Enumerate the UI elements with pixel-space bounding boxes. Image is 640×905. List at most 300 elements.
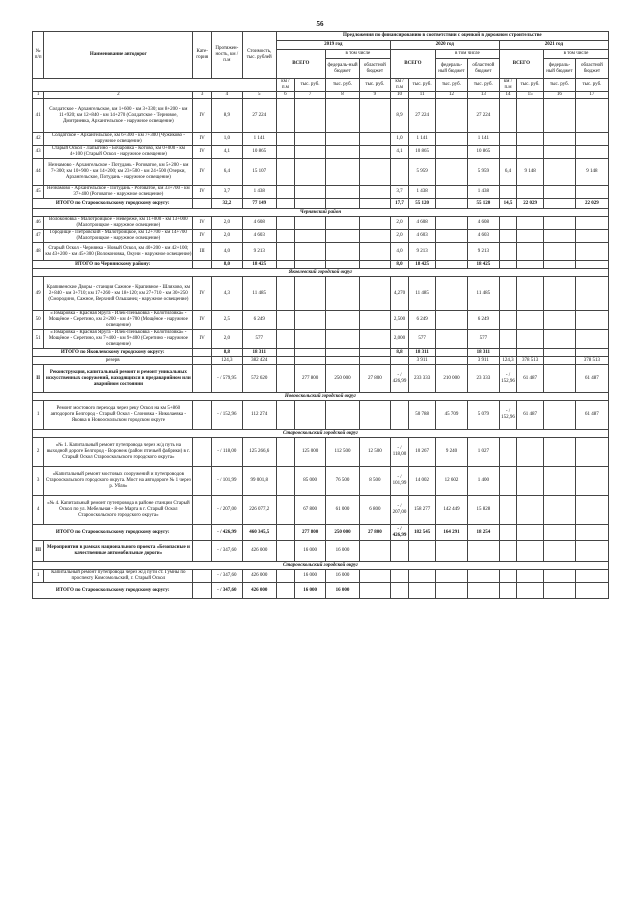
table-row	[33, 541, 609, 562]
road-name: Солдатское - Архангельское, км 6+300 - км 7+300 (Чужиково - наружное освещение)	[44, 133, 193, 146]
table-cell: IV	[193, 99, 212, 133]
table-cell	[543, 357, 575, 365]
table-cell: 45	[33, 186, 44, 199]
table-cell	[276, 541, 295, 562]
table-cell	[276, 230, 295, 243]
table-cell	[359, 330, 390, 349]
header-total-2019: ВСЕГО	[276, 50, 325, 79]
table-cell: 44	[33, 159, 44, 186]
road-name: «№ 1. Капитальный ремонт путепровода через ж/д путь на выходной дороге Белгород - Воронеж (район птичьей фабрики) в г. Старый Оскол Старооскольского городского округа»	[44, 438, 193, 467]
table-row	[33, 467, 609, 496]
table-cell: 16 000	[326, 570, 360, 583]
table-cell: 158 277	[409, 496, 436, 525]
table-cell: 1 438	[467, 186, 499, 199]
table-cell: 4 603	[467, 230, 499, 243]
table-cell: 3,7	[390, 186, 409, 199]
table-cell	[276, 133, 295, 146]
total-label: ИТОГО по Старооскольскому городскому округу:	[33, 525, 193, 541]
table-cell: 9 148	[575, 159, 608, 186]
table-cell	[359, 570, 390, 583]
table-cell	[359, 99, 390, 133]
table-cell	[276, 570, 295, 583]
table-cell	[575, 349, 608, 357]
table-cell: 3,7	[211, 186, 242, 199]
table-cell	[543, 230, 575, 243]
column-number: 5	[242, 92, 276, 99]
table-cell	[326, 357, 360, 365]
table-cell	[543, 401, 575, 430]
table-cell: IV	[193, 277, 212, 311]
table-cell: 6,4	[211, 159, 242, 186]
table-cell	[517, 261, 544, 269]
table-cell: 2,000	[390, 330, 409, 349]
table-cell	[326, 401, 360, 430]
table-cell: 11 485	[409, 277, 436, 311]
table-row	[33, 401, 609, 430]
table-cell: 426 000	[242, 570, 276, 583]
table-cell: 27 800	[359, 365, 390, 393]
table-cell: 4 608	[409, 217, 436, 230]
table-cell	[295, 159, 326, 186]
table-cell	[276, 146, 295, 159]
table-cell	[436, 541, 468, 562]
table-cell: 85 000	[295, 467, 326, 496]
table-cell	[276, 311, 295, 330]
table-cell: 61 487	[575, 401, 608, 430]
table-cell: 2,0	[390, 230, 409, 243]
table-cell: II	[33, 365, 44, 393]
table-cell	[276, 525, 295, 541]
road-name: Реконструкция, капитальный ремонт и ремонт уникальных искусственных сооружений, находящихся в предаварийном или аварийном состоянии	[44, 365, 193, 393]
total-row	[33, 525, 609, 541]
table-cell	[409, 570, 436, 583]
table-cell	[436, 311, 468, 330]
table-cell	[543, 496, 575, 525]
table-cell: 61 487	[517, 365, 544, 393]
table-cell: - / 152,96	[499, 401, 516, 430]
table-cell: 2,0	[211, 330, 242, 349]
table-cell	[517, 583, 544, 599]
table-cell	[436, 186, 468, 199]
table-cell: 4 603	[242, 230, 276, 243]
table-cell: IV	[193, 146, 212, 159]
table-cell: - / 426,99	[211, 525, 242, 541]
table-cell: 124,3	[211, 357, 242, 365]
table-cell: 8,8	[390, 349, 409, 357]
table-cell: 250 000	[326, 365, 360, 393]
table-cell: 2,5	[211, 311, 242, 330]
table-cell: 15 107	[242, 159, 276, 186]
table-cell	[295, 230, 326, 243]
table-cell: 50	[33, 311, 44, 330]
table-cell: IV	[193, 311, 212, 330]
header-length: Протяжен-ность, км / п.м	[211, 32, 242, 79]
total-label: ИТОГО по Старооскольскому городскому округу:	[33, 583, 193, 599]
table-cell	[276, 583, 295, 599]
table-cell: 12 602	[436, 467, 468, 496]
table-cell: 4 608	[242, 217, 276, 230]
road-name: Солдатское - Архангельское, км 1+600 - км 3+330; км 8+200 - км 11+920; км 12+840 - км 14+270 (Солдатское - Терновое, Дмитриевка, Архангельское - наружное освещение)	[44, 99, 193, 133]
table-cell	[295, 146, 326, 159]
table-cell	[499, 349, 516, 357]
table-cell: 577	[409, 330, 436, 349]
table-cell	[295, 243, 326, 261]
table-cell	[326, 199, 360, 209]
road-name: Городище - Петровский - Малотроицкое, км 12+700 - км 14+700 (Малотроицкое - наружное освещение)	[44, 230, 193, 243]
table-cell: 4	[33, 496, 44, 525]
total-row	[33, 583, 609, 599]
table-cell: - / 347,60	[211, 541, 242, 562]
table-cell	[326, 133, 360, 146]
table-cell	[517, 311, 544, 330]
table-cell: 27 800	[359, 525, 390, 541]
header-no: № п/п	[33, 32, 44, 79]
table-cell	[543, 467, 575, 496]
table-cell	[359, 357, 390, 365]
table-cell	[295, 261, 326, 269]
table-cell: 8,0	[211, 261, 242, 269]
table-cell	[326, 217, 360, 230]
table-cell: 41	[33, 99, 44, 133]
road-name: Незнамово - Архангельское - Потудань - Роговатое, км 5+200 - км 7+300; км 10+900 - км 14+200; км 23+500 - км 24+500 (Озерки, Архангельское, Потудань - наружное освещение)	[44, 159, 193, 186]
table-cell	[359, 199, 390, 209]
table-cell: 3	[33, 467, 44, 496]
header-federal-2020: федераль-ный бюджет	[436, 59, 468, 79]
section-title: Старооскольский городской округ	[33, 562, 609, 570]
header-regional-2019: областной бюджет	[359, 59, 390, 79]
section-title: Новооскольский городской округ	[33, 393, 609, 401]
table-cell	[543, 541, 575, 562]
table-cell	[499, 186, 516, 199]
table-cell: 4,270	[390, 277, 409, 311]
table-cell	[295, 199, 326, 209]
table-cell	[499, 99, 516, 133]
header-regional-2021: областной бюджет	[575, 59, 608, 79]
table-cell	[326, 186, 360, 199]
table-cell	[499, 525, 516, 541]
table-cell	[326, 311, 360, 330]
table-cell: IV	[193, 133, 212, 146]
table-cell: 55 120	[409, 199, 436, 209]
table-row	[33, 438, 609, 467]
table-cell	[276, 243, 295, 261]
table-cell	[276, 330, 295, 349]
table-cell	[193, 467, 212, 496]
table-cell	[436, 146, 468, 159]
table-cell	[390, 583, 409, 599]
table-cell	[575, 438, 608, 467]
table-cell	[436, 99, 468, 133]
road-name: «Капитальный ремонт мостовых сооружений и путепроводов Старооскольского городского округа. Мост на автодороге № 1 через р. Убля»	[44, 467, 193, 496]
table-cell: IV	[193, 186, 212, 199]
table-cell	[543, 99, 575, 133]
table-cell: 382 424	[242, 357, 276, 365]
table-cell: 11 485	[242, 277, 276, 311]
table-cell: 22 029	[575, 199, 608, 209]
table-cell: 49	[33, 277, 44, 311]
table-cell	[193, 199, 212, 209]
table-cell: 2	[33, 438, 44, 467]
table-cell: 1	[33, 570, 44, 583]
table-cell: - / 207,00	[390, 496, 409, 525]
table-cell: - / 347,60	[211, 570, 242, 583]
total-row	[33, 261, 609, 269]
table-cell	[517, 217, 544, 230]
table-cell	[390, 541, 409, 562]
table-cell	[295, 401, 326, 430]
table-cell	[436, 261, 468, 269]
table-cell: - / 152,96	[211, 401, 242, 430]
header-unit-rub-2021-reg: тыс. руб.	[575, 79, 608, 92]
table-cell: 16 000	[295, 541, 326, 562]
header-federal-2019: федераль-ный бюджет	[326, 59, 360, 79]
table-cell	[276, 496, 295, 525]
table-cell: 1 438	[242, 186, 276, 199]
table-cell: 125 266,6	[242, 438, 276, 467]
table-cell: 378 513	[575, 357, 608, 365]
table-cell: 18 311	[467, 349, 499, 357]
table-cell: 233 333	[409, 365, 436, 393]
table-cell: 43	[33, 146, 44, 159]
header-unit-km-2021: км / п.м	[499, 79, 516, 92]
table-cell: 8,9	[211, 99, 242, 133]
table-cell: 61 487	[575, 365, 608, 393]
table-row	[33, 330, 609, 349]
table-cell	[359, 217, 390, 230]
table-body	[33, 32, 609, 599]
table-cell	[575, 525, 608, 541]
table-cell: 18 311	[242, 349, 276, 357]
table-cell: 77 149	[242, 199, 276, 209]
table-cell	[499, 146, 516, 159]
table-cell	[390, 401, 409, 430]
table-cell	[326, 230, 360, 243]
table-cell: 4,0	[211, 243, 242, 261]
table-cell	[390, 159, 409, 186]
table-cell: 14 002	[409, 467, 436, 496]
table-cell	[276, 349, 295, 357]
table-cell	[575, 496, 608, 525]
table-row	[33, 159, 609, 186]
table-cell: 577	[467, 330, 499, 349]
table-cell	[359, 349, 390, 357]
table-cell: 226 077,2	[242, 496, 276, 525]
column-number: 16	[543, 92, 575, 99]
table-cell	[359, 186, 390, 199]
table-row	[33, 243, 609, 261]
table-cell	[193, 583, 212, 599]
header-total-2021: ВСЕГО	[499, 50, 543, 79]
header-total-2020: ВСЕГО	[390, 50, 435, 79]
table-cell	[359, 230, 390, 243]
table-cell: 18 425	[409, 261, 436, 269]
table-cell: 1 027	[467, 438, 499, 467]
table-cell	[543, 186, 575, 199]
table-cell: 14,5	[499, 199, 516, 209]
header-category: Кате-гория	[193, 32, 212, 79]
table-cell	[543, 146, 575, 159]
header-incl-2021: в том числе	[543, 50, 608, 59]
road-name: «№ 4. Капитальный ремонт путепровода в районе станции Старый Оскол по ул. Мебельная - 8-ое Марта в г. Старый Оскол Старооскольского городского округа»	[44, 496, 193, 525]
table-cell	[575, 217, 608, 230]
table-cell: 250 000	[326, 525, 360, 541]
table-cell	[436, 583, 468, 599]
road-name: Ремонт мостового перехода через реку Оскол на км 5+860 автодороги Белгород - Старый Оскол - Слоновка - Николаевка - Яковка в Новооскольском городском округе	[44, 401, 193, 430]
table-cell	[517, 467, 544, 496]
table-cell	[326, 330, 360, 349]
table-cell: 32,2	[211, 199, 242, 209]
table-cell: 426 000	[242, 583, 276, 599]
table-cell	[575, 261, 608, 269]
table-cell: 18 254	[467, 525, 499, 541]
table-cell: 27 224	[242, 99, 276, 133]
table-cell	[499, 230, 516, 243]
table-cell	[436, 330, 468, 349]
table-row	[33, 186, 609, 199]
table-cell: 8,9	[390, 99, 409, 133]
table-cell	[517, 277, 544, 311]
table-cell: 426 000	[242, 541, 276, 562]
table-row	[33, 277, 609, 311]
table-cell: - / 101,99	[211, 467, 242, 496]
table-cell	[295, 186, 326, 199]
table-row	[33, 99, 609, 133]
table-cell	[575, 467, 608, 496]
table-cell: 6 249	[409, 311, 436, 330]
table-cell: 27 224	[409, 99, 436, 133]
table-cell	[409, 583, 436, 599]
column-number: 4	[211, 92, 242, 99]
table-cell: - / 207,00	[211, 496, 242, 525]
column-numbers-row	[33, 92, 609, 99]
table-cell: 3 911	[409, 357, 436, 365]
table-cell: 4,3	[211, 277, 242, 311]
table-cell	[359, 243, 390, 261]
table-cell: 9 213	[467, 243, 499, 261]
table-cell: 6,4	[499, 159, 516, 186]
column-number: 3	[193, 92, 212, 99]
road-name: Незнамово - Архангельское - Потудань - Роговатое, км 33+700 - км 37+400 (Роговатое - наружное освещение)	[44, 186, 193, 199]
section-row	[33, 393, 609, 401]
table-cell: 10 267	[409, 438, 436, 467]
table-cell	[517, 570, 544, 583]
table-cell: 12 500	[359, 438, 390, 467]
header-year-2019: 2019 год	[276, 41, 390, 50]
table-cell	[326, 99, 360, 133]
table-cell	[499, 243, 516, 261]
table-cell	[193, 349, 212, 357]
table-cell	[543, 199, 575, 209]
table-cell: IV	[193, 330, 212, 349]
table-cell: 16 000	[295, 570, 326, 583]
table-cell	[436, 357, 468, 365]
table-cell	[390, 357, 409, 365]
table-cell: 2,0	[390, 217, 409, 230]
table-cell	[517, 541, 544, 562]
header-unit-rub-2019: тыс. руб.	[295, 79, 326, 92]
table-cell	[326, 261, 360, 269]
table-cell: 8 500	[359, 467, 390, 496]
table-cell: 164 291	[436, 525, 468, 541]
table-cell: 27 224	[467, 99, 499, 133]
table-cell: 4 608	[467, 217, 499, 230]
table-cell	[193, 365, 212, 393]
table-cell	[517, 133, 544, 146]
table-cell	[499, 330, 516, 349]
table-cell: 6 249	[467, 311, 499, 330]
table-cell	[499, 217, 516, 230]
table-cell: 9 148	[517, 159, 544, 186]
table-cell: 1 438	[409, 186, 436, 199]
road-name: Старый Оскол - Лапыгино - Бочаровка - Котово, км 0+000 - км 4+100 (Старый Оскол - наружное освещение)	[44, 146, 193, 159]
table-cell: 61 487	[517, 401, 544, 430]
header-spacer	[33, 79, 277, 92]
table-cell: 48	[33, 243, 44, 261]
table-cell	[467, 583, 499, 599]
table-cell	[326, 349, 360, 357]
total-row	[33, 199, 609, 209]
table-cell: 4,1	[390, 146, 409, 159]
road-name: «Томаровка - Красная Яруга - Илек-Пеньковка - Колотиловка» - Мощёное - Серетино, км 7+400 - км 9+400 (Серетино - наружное освещение)	[44, 330, 193, 349]
table-cell	[359, 311, 390, 330]
table-cell	[359, 159, 390, 186]
section-title: Чернянский район	[33, 209, 609, 217]
column-number: 8	[326, 92, 360, 99]
table-cell: 23 333	[467, 365, 499, 393]
column-number: 6	[276, 92, 295, 99]
section-row	[33, 209, 609, 217]
table-cell	[517, 496, 544, 525]
table-row	[33, 146, 609, 159]
table-cell: 10 865	[467, 146, 499, 159]
header-year-2021: 2021 год	[499, 41, 608, 50]
table-cell: 18 425	[242, 261, 276, 269]
column-number: 10	[390, 92, 409, 99]
table-cell	[575, 311, 608, 330]
table-cell: 42	[33, 133, 44, 146]
table-cell	[276, 217, 295, 230]
table-cell	[575, 146, 608, 159]
section-title: Яковлевский городской округ	[33, 269, 609, 277]
table-cell: 112 500	[326, 438, 360, 467]
header-unit-rub-2021-fed: тыс. руб.	[543, 79, 575, 92]
table-cell	[359, 261, 390, 269]
table-cell	[390, 570, 409, 583]
table-cell	[543, 217, 575, 230]
section-row	[33, 430, 609, 438]
table-cell: 572 620	[242, 365, 276, 393]
table-cell	[543, 243, 575, 261]
reserve-label: резерв	[33, 357, 193, 365]
table-cell: 46	[33, 217, 44, 230]
table-cell: - / 101,99	[390, 467, 409, 496]
table-cell: 125 000	[295, 438, 326, 467]
table-cell	[326, 159, 360, 186]
column-number: 14	[499, 92, 516, 99]
table-cell: 5 959	[409, 159, 436, 186]
table-cell	[543, 330, 575, 349]
table-cell	[359, 146, 390, 159]
table-cell: 182 545	[409, 525, 436, 541]
table-cell	[359, 401, 390, 430]
table-cell: - / 426,99	[390, 365, 409, 393]
table-cell	[436, 349, 468, 357]
table-cell: IV	[193, 217, 212, 230]
table-cell: 124,3	[499, 357, 516, 365]
header-unit-km-2019: км / п.м	[276, 79, 295, 92]
table-cell: 5 959	[467, 159, 499, 186]
table-cell	[499, 570, 516, 583]
